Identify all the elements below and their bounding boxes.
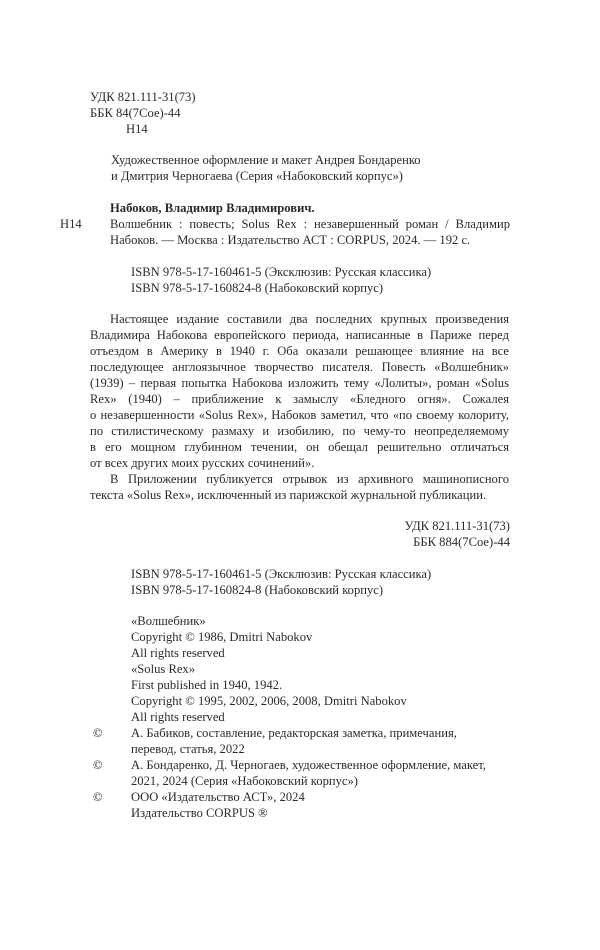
isbn-line: ISBN 978-5-17-160461-5 (Эксклюзив: Русская классика) xyxy=(131,567,432,581)
annotation xyxy=(90,311,509,503)
bibliographic-line: Набоков. — Москва : Издательство АСТ : CORPUS, 2024. — 192 с. xyxy=(110,233,471,247)
copyright-entry-line: А. Бондаренко, Д. Черногаев, художественное оформление, макет, xyxy=(131,758,486,772)
copyright-entry-line: 2021, 2024 (Серия «Набоковский корпус») xyxy=(131,774,358,788)
copyright-line: First published in 1940, 1942. xyxy=(131,678,283,692)
annotation-line: о незавершенности «Solus Rex», Набоков заметил, что «по своему колориту, xyxy=(90,408,509,422)
design-credit-line: и Дмитрия Черногаева (Серия «Набоковский корпус») xyxy=(111,169,403,183)
annotation-line: Rex» (1940) – приближение к замыслу «Бледного огня». Сожалея xyxy=(90,392,509,406)
copyright-entry-line: перевод, статья, 2022 xyxy=(131,742,245,756)
copyright-line: All rights reserved xyxy=(131,710,225,724)
annotation-line: отъездом в Америку в 1940 г. Оба оказали решающее влияние на все xyxy=(90,344,509,358)
isbn-block-top xyxy=(131,264,431,296)
udk-block-bottom xyxy=(300,518,510,550)
isbn-block-bottom xyxy=(131,566,431,598)
udk-code: УДК 821.111-31(73) xyxy=(404,519,510,533)
author-mark: Н14 xyxy=(60,217,82,231)
isbn-line: ISBN 978-5-17-160824-8 (Набоковский корпус) xyxy=(131,281,384,295)
copyright-line: «Волшебник» xyxy=(131,614,206,628)
annotation-line: В Приложении публикуется отрывок из архивного машинописного xyxy=(110,472,509,486)
copyright-line: Copyright © 1986, Dmitri Nabokov xyxy=(131,630,313,644)
copyright-symbol: © xyxy=(93,726,103,740)
copyright-line: Copyright © 1995, 2002, 2006, 2008, Dmitri Nabokov xyxy=(131,694,407,708)
author-heading: Набоков, Владимир Владимирович. xyxy=(110,201,315,215)
annotation-line: текста «Solus Rex», исключенный из парижской журнальной публикации. xyxy=(90,488,487,502)
udk-code: УДК 821.111-31(73) xyxy=(90,90,196,104)
annotation-line: Настоящее издание составили два последних крупных произведения xyxy=(110,312,509,326)
copyright-line: «Solus Rex» xyxy=(131,662,196,676)
annotation-line: в его мощном глубинном течении, он обещал решительно отличаться xyxy=(90,440,509,454)
bibliographic-line: Волшебник : повесть; Solus Rex : незавершенный роман / Владимир xyxy=(110,217,510,231)
design-credit xyxy=(111,152,421,184)
copyright-entry-line: Издательство CORPUS ® xyxy=(131,806,268,820)
copyright-entry xyxy=(90,757,510,789)
author-mark: Н14 xyxy=(126,122,148,136)
copyright-symbol: © xyxy=(93,790,103,804)
isbn-line: ISBN 978-5-17-160461-5 (Эксклюзив: Русская классика) xyxy=(131,265,432,279)
copyright-entry xyxy=(90,725,510,757)
copyright-entry-line: ООО «Издательство АСТ», 2024 xyxy=(131,790,305,804)
annotation-line: Владимира Набокова европейского периода, написанные в Париже перед xyxy=(90,328,509,342)
design-credit-line: Художественное оформление и макет Андрея Бондаренко xyxy=(111,153,421,167)
bbk-code: ББК 84(7Сое)-44 xyxy=(90,106,181,120)
isbn-line: ISBN 978-5-17-160824-8 (Набоковский корпус) xyxy=(131,583,384,597)
udk-block-top xyxy=(90,89,196,137)
bibliographic-record xyxy=(60,200,510,248)
annotation-line: последующее англоязычное творчество писателя. Повесть «Волшебник» xyxy=(90,360,509,374)
copyright-line: All rights reserved xyxy=(131,646,225,660)
copyright-symbol: © xyxy=(93,758,103,772)
copyright-entry-line: А. Бабиков, составление, редакторская заметка, примечания, xyxy=(131,726,457,740)
copyright-entry xyxy=(90,789,510,821)
bbk-code: ББК 884(7Сое)-44 xyxy=(413,535,510,549)
annotation-line: (1939) – первая попытка Набокова изложить тему «Лолиты», роман «Solus xyxy=(90,376,509,390)
annotation-line: от всех других моих русских сочинений». xyxy=(90,456,315,470)
annotation-line: по стилистическому размаху и изобилию, по чему-то неопределяемому xyxy=(90,424,509,438)
copyright-block xyxy=(90,613,510,821)
